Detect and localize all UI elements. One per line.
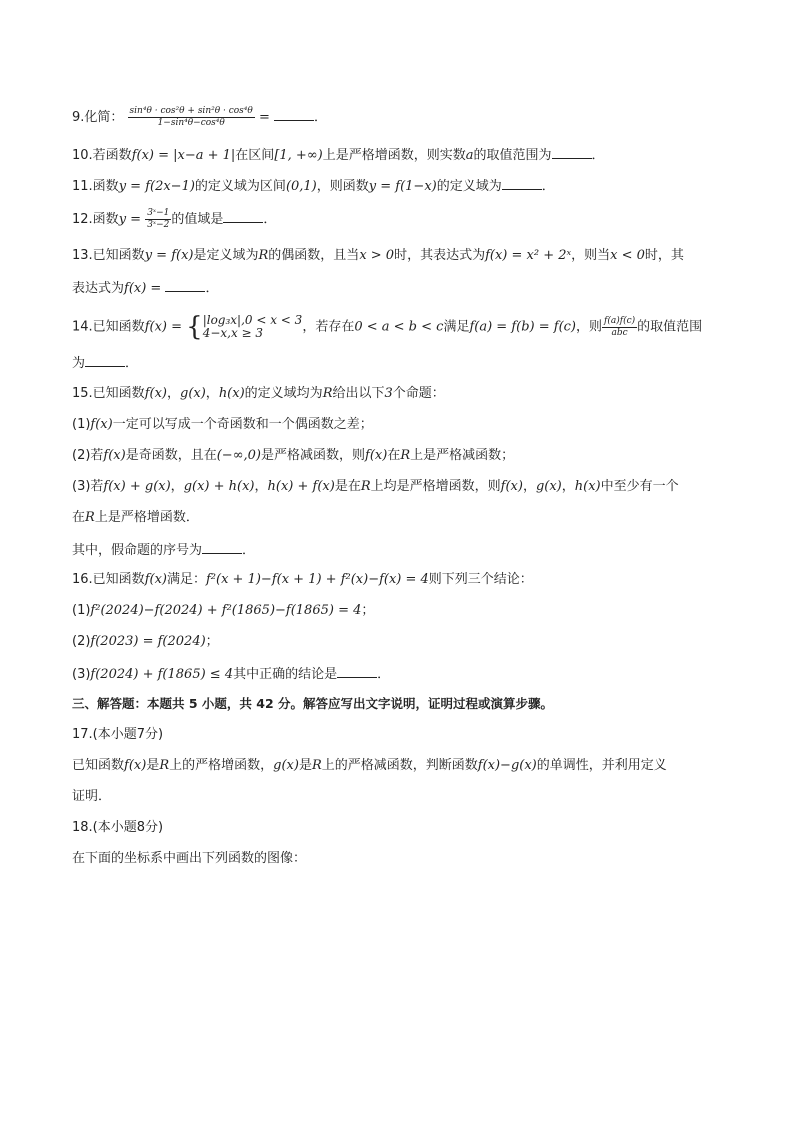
text: (2) — [72, 634, 91, 649]
math: f(2023) = f(2024) — [90, 634, 206, 649]
period: ． — [263, 212, 277, 227]
text: 一定可以写成一个奇函数和一个偶函数之差； — [112, 417, 373, 432]
question-10 — [72, 144, 605, 166]
math: f²(x + 1)−f(x + 1) + f²(x)−f(x) = 4 — [206, 572, 429, 587]
text: 在 — [72, 510, 86, 525]
math: y = f(2x−1) — [118, 179, 195, 194]
text: ， — [166, 386, 180, 401]
question-18-title: 18.(本小题8分) — [72, 820, 164, 835]
math: [1, +∞) — [274, 148, 323, 163]
text: 是定义域为 — [193, 248, 259, 263]
question-16 — [72, 570, 533, 590]
text: 11.函数 — [72, 179, 119, 194]
period: ． — [242, 543, 256, 558]
question-17-line-2: 证明． — [72, 789, 112, 804]
q15-proposition-2 — [72, 446, 514, 466]
math: f(x) — [365, 448, 388, 463]
math: R — [258, 248, 269, 263]
period: ． — [205, 281, 219, 296]
math: R — [322, 386, 333, 401]
text: 则下列三个结论： — [428, 572, 533, 587]
q9-fraction — [128, 106, 255, 129]
math: f(x) — [124, 758, 147, 773]
text: 在区间 — [235, 148, 275, 163]
text: ， — [254, 479, 268, 494]
text: (2)若 — [72, 448, 104, 463]
math: (0,1) — [285, 179, 317, 194]
text: (3) — [72, 667, 91, 682]
piecewise-cases — [203, 314, 303, 340]
text: 中至少有一个 — [600, 479, 679, 494]
math: f(x) — [144, 572, 167, 587]
text: 上的严格增函数， — [169, 758, 274, 773]
question-18: 在下面的坐标系中画出下列函数的图像： — [72, 851, 307, 866]
math: g(x) — [535, 479, 562, 494]
math: f(x) — [144, 386, 167, 401]
text: ， — [170, 479, 184, 494]
answer-blank[interactable] — [274, 106, 314, 121]
text: 上均是严格增函数，则 — [370, 479, 501, 494]
question-14 — [72, 314, 702, 340]
numerator: 3ˣ−1 — [147, 208, 170, 218]
math: f(x)−g(x) — [477, 758, 537, 773]
answer-blank[interactable] — [223, 208, 263, 223]
q16-result-3 — [72, 663, 390, 685]
math: f(x) + g(x) — [103, 479, 171, 494]
text: 已知函数 — [72, 758, 125, 773]
numerator: f(a)f(c) — [604, 315, 636, 326]
text: 10.若函数 — [72, 148, 132, 163]
text: ， — [561, 479, 575, 494]
math: R — [85, 510, 95, 525]
text: 的值域是 — [171, 212, 224, 227]
question-15 — [72, 384, 445, 404]
text: 是 — [298, 758, 312, 773]
answer-blank[interactable] — [337, 663, 377, 678]
math: f(x) = x² + 2ˣ — [485, 248, 572, 263]
text: 给出以下 — [332, 386, 385, 401]
text: 个命题： — [392, 386, 445, 401]
question-12 — [72, 208, 276, 231]
math: f²(2024)−f(2024) + f²(1865)−f(1865) = 4 — [90, 603, 362, 618]
text: 的偶函数，且当 — [268, 248, 360, 263]
math: h(x) + f(x) — [267, 479, 335, 494]
text: 13.已知函数 — [72, 248, 145, 263]
math: x > 0 — [359, 248, 395, 263]
math: g(x) — [273, 758, 299, 773]
text: ，则当 — [571, 248, 611, 263]
text: 其中正确的结论是 — [233, 667, 338, 682]
math: y = f(x) — [144, 248, 194, 263]
math: g(x) — [180, 386, 206, 401]
left-brace: { — [186, 312, 203, 342]
math: f(x) — [103, 448, 126, 463]
text: 满足： — [166, 572, 206, 587]
text: 16.已知函数 — [72, 572, 145, 587]
semicolon: ； — [361, 603, 375, 618]
text: 的定义域为区间 — [194, 179, 286, 194]
math: f(x) — [500, 479, 523, 494]
answer-blank[interactable] — [85, 352, 125, 367]
text: ， — [522, 479, 536, 494]
period: ． — [377, 667, 391, 682]
math: 0 < a < b < c — [354, 319, 444, 335]
q16-result-1 — [72, 601, 374, 621]
period: ． — [314, 110, 328, 125]
question-17-title: 17.(本小题7分) — [72, 727, 164, 742]
math: (−∞,0) — [216, 448, 262, 463]
text: ，若存在 — [302, 319, 355, 335]
math: a — [465, 148, 474, 163]
q15-proposition-3 — [72, 477, 679, 497]
text: 的定义域为 — [436, 179, 502, 194]
text: (1) — [72, 603, 91, 618]
case-2: 4−x,x ≥ 3 — [202, 326, 264, 340]
math: R — [311, 758, 322, 773]
text: 上是严格增函数． — [94, 510, 199, 525]
text: (3)若 — [72, 479, 104, 494]
math: f(a) = f(b) = f(c) — [469, 319, 577, 335]
math: y = — [118, 212, 146, 227]
text: 上是严格增函数，则实数 — [322, 148, 466, 163]
text: (1) — [72, 417, 91, 432]
math: x < 0 — [610, 248, 645, 263]
denominator: 3ˣ−2 — [147, 220, 170, 230]
text: 是在 — [334, 479, 361, 494]
q9-numerator: sin⁴θ · cos²θ + sin²θ · cos⁴θ — [129, 106, 253, 116]
text: 15.已知函数 — [72, 386, 145, 401]
text: 其中，假命题的序号为 — [72, 543, 203, 558]
text: 的定义域均为 — [244, 386, 323, 401]
period: ． — [541, 179, 555, 194]
math: 3 — [384, 386, 393, 401]
math: h(x) — [574, 479, 601, 494]
math: f(x) = |x−a + 1| — [131, 148, 236, 163]
math: f(x) — [90, 417, 113, 432]
math: f(x) = — [144, 319, 187, 335]
question-13 — [72, 246, 684, 266]
semicolon: ； — [205, 634, 219, 649]
q9-equals: = — [258, 110, 274, 125]
math: R — [159, 758, 170, 773]
answer-blank[interactable] — [165, 277, 205, 292]
q12-fraction — [145, 208, 171, 231]
math: g(x) + h(x) — [183, 479, 255, 494]
question-9 — [72, 106, 327, 129]
text: 在 — [387, 448, 401, 463]
text: 14.已知函数 — [72, 319, 145, 335]
question-11 — [72, 175, 555, 197]
math: f(2024) + f(1865) ≤ 4 — [90, 667, 234, 682]
text: 时，其 — [644, 248, 684, 263]
text: 12.函数 — [72, 212, 119, 227]
math: R — [400, 448, 411, 463]
q15-proposition-1 — [72, 415, 373, 435]
denominator: abc — [611, 327, 628, 338]
text: ，则函数 — [316, 179, 369, 194]
answer-blank[interactable] — [552, 144, 592, 159]
text: 是严格减函数，则 — [261, 448, 366, 463]
q16-result-2 — [72, 632, 219, 652]
text: ， — [205, 386, 219, 401]
q9-denominator: 1−sin⁴θ−cos⁴θ — [157, 118, 225, 128]
answer-blank[interactable] — [502, 175, 542, 190]
q15-proposition-3-line-2 — [72, 508, 199, 528]
math: y = f(1−x) — [368, 179, 437, 194]
text: 的取值范围为 — [473, 148, 552, 163]
q15-answer — [72, 539, 255, 561]
text: 满足 — [443, 319, 470, 335]
section-3-heading: 三、解答题：本题共 5 小题，共 42 分。解答应写出文字说明，证明过程或演算步骤。 — [72, 696, 554, 711]
question-14-line-2 — [72, 352, 138, 374]
text: 是奇函数，且在 — [125, 448, 217, 463]
text: 表达式为 — [72, 281, 125, 296]
text: 上是严格减函数； — [410, 448, 515, 463]
text: 为 — [72, 356, 86, 371]
question-17 — [72, 756, 667, 776]
text: 的取值范围 — [637, 319, 703, 335]
period: ． — [591, 148, 605, 163]
text: 是 — [146, 758, 160, 773]
case-1: |log₃x|,0 < x < 3 — [202, 313, 303, 327]
period: ． — [125, 356, 139, 371]
q9-prefix: 9.化简： — [72, 110, 124, 125]
math: R — [360, 479, 371, 494]
math: h(x) — [218, 386, 245, 401]
question-13-line-2 — [72, 277, 218, 299]
text: 上的严格减函数，判断函数 — [321, 758, 478, 773]
q14-fraction — [602, 316, 637, 339]
text: ，则 — [576, 319, 603, 335]
text: 时，其表达式为 — [394, 248, 486, 263]
math: f(x) = — [124, 281, 166, 296]
text: 的单调性，并利用定义 — [536, 758, 667, 773]
answer-blank[interactable] — [202, 539, 242, 554]
